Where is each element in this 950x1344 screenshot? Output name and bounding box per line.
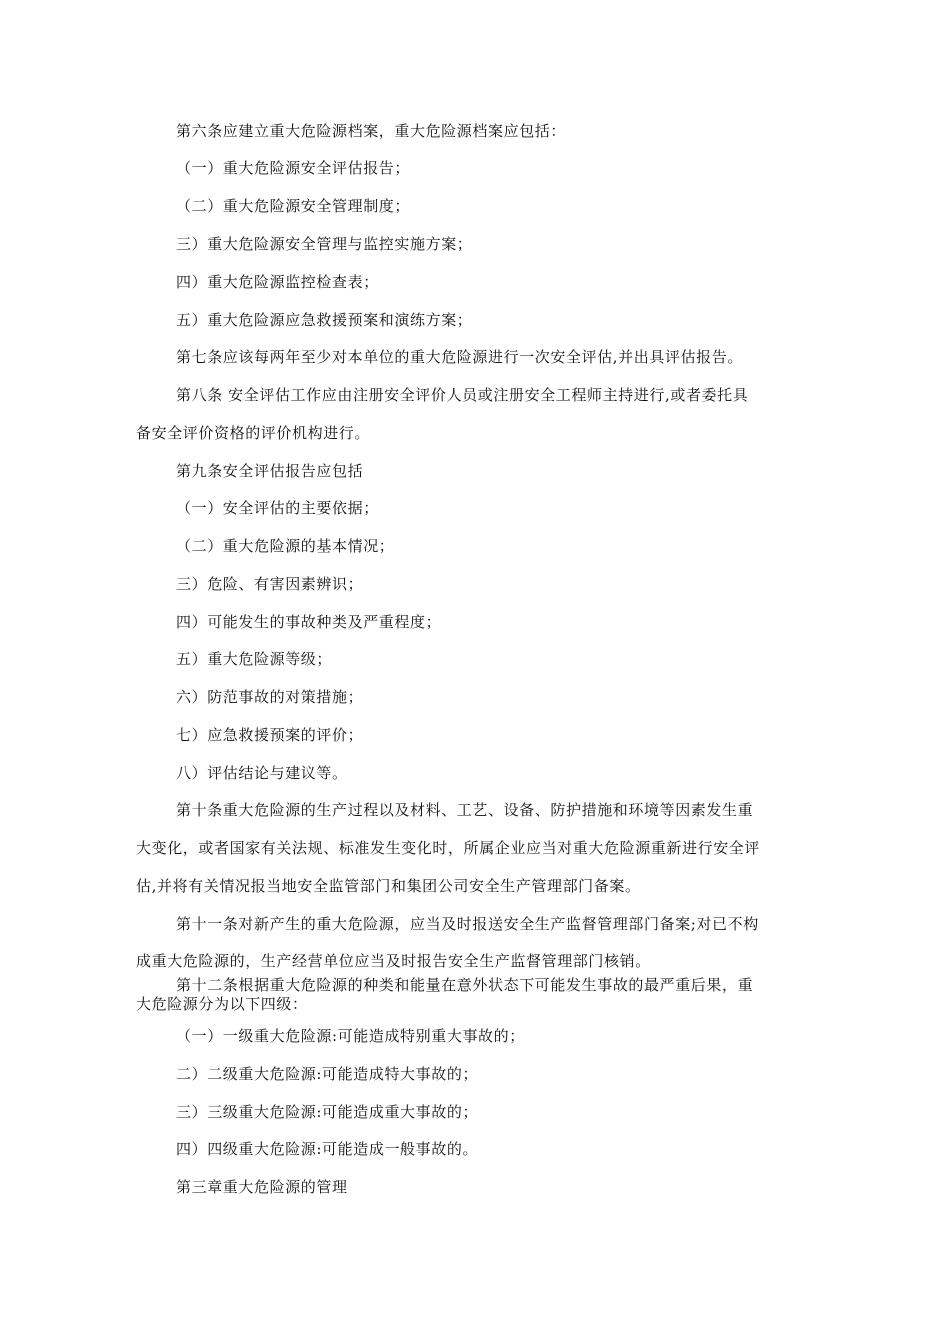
article-9-item-5: 五）重大危险源等级； bbox=[176, 650, 333, 668]
article-9-heading: 第九条安全评估报告应包括 bbox=[176, 462, 364, 480]
article-8-line-2: 备安全评价资格的评价机构进行。 bbox=[136, 424, 371, 442]
article-6-item-1: （一）重大危险源安全评估报告； bbox=[176, 159, 411, 177]
article-11-line-2: 成重大危险源的，生产经营单位应当及时报告安全生产监督管理部门核销。 bbox=[136, 952, 651, 970]
article-9-item-6: 六）防范事故的对策措施； bbox=[176, 688, 364, 706]
article-7: 第七条应该每两年至少对本单位的重大危险源进行一次安全评估,并出具评估报告。 bbox=[176, 348, 743, 366]
article-6-item-5: 五）重大危险源应急救援预案和演练方案； bbox=[176, 311, 473, 329]
chapter-3-heading: 第三章重大危险源的管理 bbox=[176, 1178, 348, 1196]
article-6-item-3: 三）重大危险源安全管理与监控实施方案； bbox=[176, 235, 473, 253]
article-11-line-1: 第十一条对新产生的重大危险源，应当及时报送安全生产监督管理部门备案;对已不构 bbox=[176, 915, 759, 933]
article-10-line-3: 估,并将有关情况报当地安全监管部门和集团公司安全生产管理部门备案。 bbox=[136, 877, 641, 895]
article-12-item-4: 四）四级重大危险源:可能造成一般事故的。 bbox=[176, 1140, 479, 1158]
article-12-item-1: （一）一级重大危险源:可能造成特别重大事故的； bbox=[176, 1027, 525, 1045]
article-12-item-2: 二）二级重大危险源:可能造成特大事故的； bbox=[176, 1065, 479, 1083]
article-10-line-2: 大变化，或者国家有关法规、标准发生变化时，所属企业应当对重大危险源重新进行安全评 bbox=[136, 839, 761, 857]
article-6-item-4: 四）重大危险源监控检查表； bbox=[176, 273, 379, 291]
article-9-item-4: 四）可能发生的事故种类及严重程度； bbox=[176, 613, 442, 631]
article-12-line-2: 大危险源分为以下四级： bbox=[136, 995, 308, 1013]
article-9-item-8: 八）评估结论与建议等。 bbox=[176, 764, 348, 782]
article-9-item-3: 三）危险、有害因素辨识； bbox=[176, 575, 364, 593]
article-9-item-1: （一）安全评估的主要依据； bbox=[176, 499, 379, 517]
article-8-line-1: 第八条 安全评估工作应由注册安全评价人员或注册安全工程师主持进行,或者委托具 bbox=[176, 386, 749, 404]
article-6-item-2: （二）重大危险源安全管理制度； bbox=[176, 197, 411, 215]
article-9-item-2: （二）重大危险源的基本情况； bbox=[176, 537, 395, 555]
article-6-heading: 第六条应建立重大危险源档案，重大危险源档案应包括： bbox=[176, 122, 567, 140]
article-10-line-1: 第十条重大危险源的生产过程以及材料、工艺、设备、防护措施和环境等因素发生重 bbox=[176, 801, 754, 819]
article-12-line-1: 第十二条根据重大危险源的种类和能量在意外状态下可能发生事故的最严重后果，重 bbox=[176, 976, 754, 994]
article-9-item-7: 七）应急救援预案的评价； bbox=[176, 726, 364, 744]
article-12-item-3: 三）三级重大危险源:可能造成重大事故的； bbox=[176, 1103, 479, 1121]
